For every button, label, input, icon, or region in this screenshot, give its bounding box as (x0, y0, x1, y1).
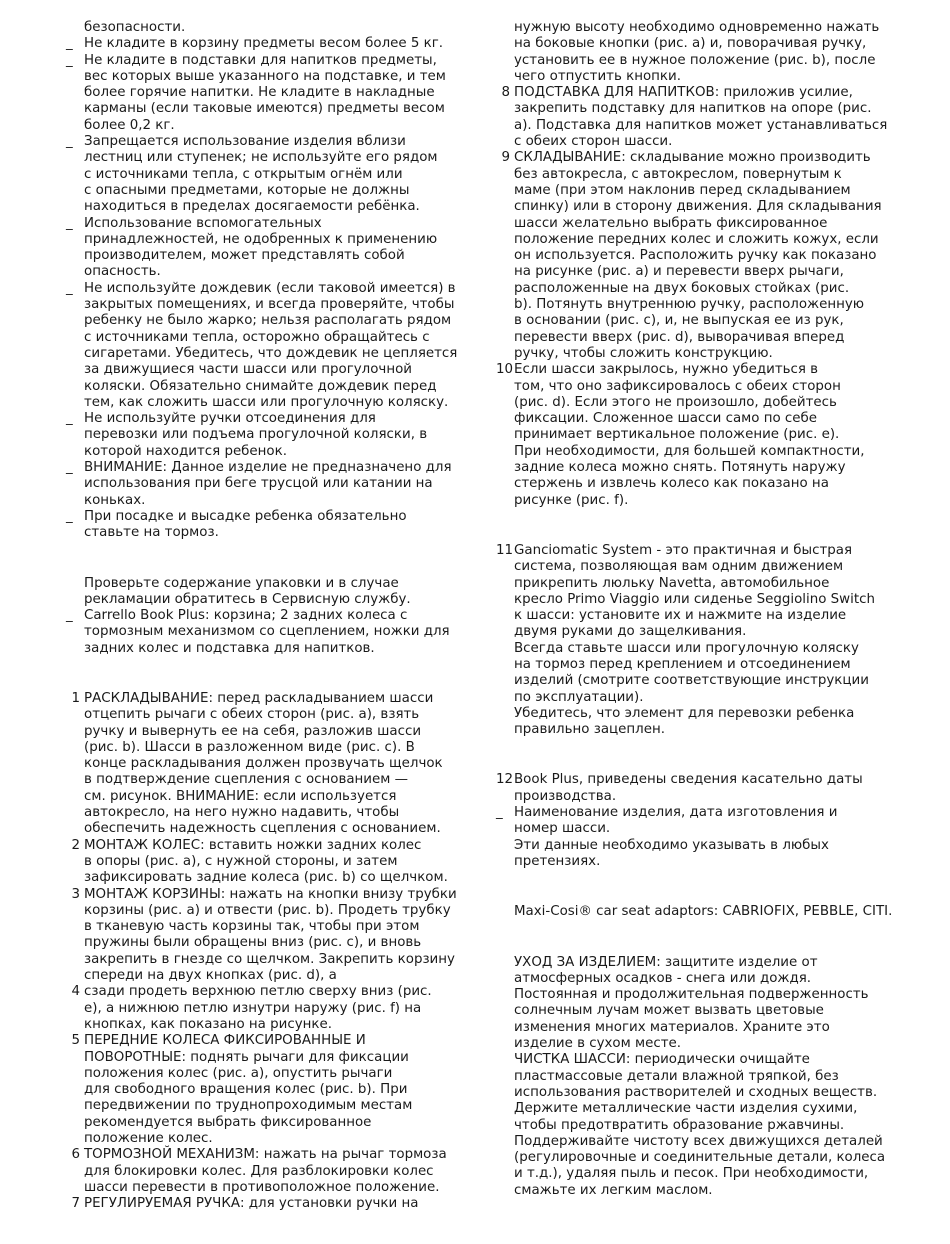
text-line: шасси перевести в противоположное положение. (84, 1179, 440, 1195)
text-line: изделий (смотрите соответствующие инструкции (514, 673, 869, 689)
text-line: Поддерживайте чистоту всех движущихся деталей (514, 1133, 883, 1149)
text-line: на боковые кнопки (рис. a) и, поворачивая ручку, (514, 36, 867, 52)
text-line: рекламации обратитесь в Сервисную службу. (84, 591, 411, 607)
item-number: 2 (71, 837, 80, 853)
text-line: производителем, может представлять собой (84, 248, 405, 264)
item-number: 3 (71, 886, 80, 902)
text-line: При необходимости, для большей компактности, (514, 443, 865, 459)
bullet-marker: _ (66, 215, 73, 231)
bullet-item (66, 216, 466, 281)
text-line: передвижении по труднопроходимым местам (84, 1098, 413, 1114)
numbered-item-7 (66, 1196, 466, 1212)
text-line: более горячие напитки. Не кладите в накладные (84, 85, 435, 101)
text-line: в основании (рис. c), и, не выпуская ее из рук, (514, 313, 844, 329)
bullet-item (66, 460, 466, 509)
text-line: без автокресла, с автокреслом, повернутым к (514, 166, 842, 182)
item-number: 11 (496, 542, 514, 558)
text-line: правильно зацеплен. (514, 722, 665, 738)
text-line: (рис. d). Если этого не произошло, добейтесь (514, 394, 837, 410)
bullet-item (496, 805, 896, 870)
text-line: Maxi-Cosi® car seat adaptors: CABRIOFIX, PEBBLE, CITI. (514, 904, 893, 920)
item-number: 10 (496, 362, 514, 378)
text-line: лестниц или ступенек; не используйте его рядом (84, 150, 438, 166)
text-line: чтобы предотвратить образование ржавчины. (514, 1117, 845, 1133)
text-line: пластмассовые детали влажной тряпкой, без (514, 1068, 839, 1084)
text-line: в опоры (рис. a), с нужной стороны, и затем (84, 853, 398, 869)
text-line: безопасности. (84, 20, 186, 35)
text-line: прикрепить люльку Navetta, автомобильное (514, 575, 830, 591)
text-line: по эксплуатации). (514, 689, 644, 705)
text-line: ПОДСТАВКА ДЛЯ НАПИТКОВ: приложив усилие, (514, 85, 853, 101)
text-line: положение передних колес и сложить кожух, если (514, 231, 879, 247)
text-line: Не используйте ручки отсоединения для (84, 411, 376, 427)
adaptors-paragraph (496, 904, 896, 920)
text-line: Использование вспомогательных (84, 215, 322, 231)
text-line: Не кладите в подставки для напитков предметы, (84, 52, 437, 68)
text-line: зафиксировать задние колеса (рис. b) со щелчком. (84, 870, 448, 886)
text-line: РЕГУЛИРУЕМАЯ РУЧКА: для установки ручки на (84, 1196, 419, 1212)
text-line: коляски. Обязательно снимайте дождевик перед (84, 378, 437, 394)
item-number: 6 (71, 1147, 80, 1163)
text-line: использования при беге трусцой или катании на (84, 476, 433, 492)
text-line: расположенные на двух боковых стойках (рис. (514, 280, 850, 296)
text-line: атмосферных осадков - снега или дождя. (514, 970, 812, 986)
right-column (496, 20, 896, 1199)
text-line: ручку, чтобы сложить конструкцию. (514, 345, 773, 361)
text-line: задние колеса можно снять. Потянуть наружу (514, 460, 846, 476)
text-line: ТОРМОЗНОЙ МЕХАНИЗМ: нажать на рычаг тормоза (84, 1147, 447, 1163)
text-line: опасность. (84, 264, 161, 280)
text-line: Всегда ставьте шасси или прогулочную коляску (514, 640, 859, 656)
text-line: за движущиеся части шасси или прогулочной (84, 362, 412, 378)
text-line: перевести вверх (рис. d), выворачивая вперед (514, 329, 845, 345)
text-line: задних колес и подставка для напитков. (84, 640, 375, 656)
text-line: в подтверждение сцепления с основанием — (84, 772, 408, 788)
text-line: коньках. (84, 492, 146, 508)
text-line: отцепить рычаги с обеих сторон (рис. a), взять (84, 707, 420, 723)
bullet-item (66, 608, 466, 657)
text-line: система, позволяющая вам одним движением (514, 559, 844, 575)
text-line: и т.д.), удаляя пыль и песок. При необходимости, (514, 1166, 869, 1182)
bullet-item (66, 281, 466, 411)
text-line: сзади продеть верхнюю петлю сверху вниз (рис. (84, 984, 432, 1000)
bullet-marker: _ (66, 460, 73, 476)
text-line: номер шасси. (514, 821, 611, 837)
text-line: Наименование изделия, дата изготовления и (514, 805, 838, 821)
text-line: УХОД ЗА ИЗДЕЛИЕМ: защитите изделие от (514, 954, 818, 970)
bullet-item (66, 411, 466, 460)
text-line: с обеих сторон шасси. (514, 134, 673, 150)
text-line: Carrello Book Plus: корзина; 2 задних колеса с (84, 608, 408, 624)
text-line: претензиях. (514, 853, 601, 869)
text-line: Ganciomatic System - это практичная и быстрая (514, 542, 853, 558)
text-line: производства. (514, 788, 617, 804)
text-line: положения колес (рис. a), опустить рычаги (84, 1065, 393, 1081)
text-line: шасси желательно выбрать фиксированное (514, 215, 828, 231)
text-line: Book Plus, приведены сведения касательно даты (514, 772, 863, 788)
text-line: закрытых помещениях, и всегда проверяйте, чтобы (84, 297, 455, 313)
text-line: a). Подставка для напитков может устанавливаться (514, 117, 888, 133)
text-line: ЧИСТКА ШАССИ: периодически очищайте (514, 1052, 810, 1068)
text-line: карманы (если таковые имеются) предметы весом (84, 101, 445, 117)
item-number: 12 (496, 772, 514, 788)
text-line: маме (при этом наклонив перед складыванием (514, 182, 851, 198)
text-line: тормозным механизмом со сцеплением, ножки для (84, 624, 450, 640)
text-line: МОНТАЖ КОЛЕС: вставить ножки задних колес (84, 837, 422, 853)
text-line: спинку) или в сторону движения. Для складывания (514, 199, 882, 215)
text-line: Постоянная и продолжительная подверженность (514, 987, 869, 1003)
text-line: смажьте их легким маслом. (514, 1182, 713, 1198)
text-line: двумя руками до защелкивания. (514, 624, 747, 640)
text-line: на тормоз перед креплением и отсоединением (514, 656, 851, 672)
numbered-item-11 (496, 543, 896, 739)
text-line: с источниками тепла, с открытым огнём или (84, 166, 403, 182)
text-line: принимает вертикальное положение (рис. e). (514, 427, 840, 443)
text-line: Не используйте дождевик (если таковой имеется) в (84, 280, 456, 296)
text-line: солнечным лучам может вызвать цветовые (514, 1003, 824, 1019)
item-number: 8 (501, 85, 510, 101)
text-line: (регулировочные и соединительные детали, колеса (514, 1150, 886, 1166)
text-line: ПОВОРОТНЫЕ: поднять рычаги для фиксации (84, 1049, 409, 1065)
text-line: которой находится ребенок. (84, 443, 287, 459)
text-line: Если шасси закрылось, нужно убедиться в (514, 362, 819, 378)
text-line: закрепить в гнезде со щелчком. Закрепить корзину (84, 951, 455, 967)
bullet-marker: _ (66, 411, 73, 427)
text-line: ставьте на тормоз. (84, 525, 219, 541)
bullet-item (66, 53, 466, 134)
bullet-marker: _ (66, 52, 73, 68)
text-line: находиться в пределах досягаемости ребёнка. (84, 199, 420, 215)
text-block (66, 20, 466, 36)
text-line: спереди на двух кнопках (рис. d), а (84, 968, 337, 984)
numbered-item-1 (66, 691, 466, 838)
text-line: сигаретами. Убедитесь, что дождевик не цепляется (84, 345, 458, 361)
text-line: на рисунке (рис. a) и перевести вверх рычаги, (514, 264, 844, 280)
text-line: с опасными предметами, которые не должны (84, 182, 410, 198)
text-line: ребенку не было жарко; нельзя располагать рядом (84, 313, 452, 329)
text-line: кресло Primo Viaggio или сиденье Seggiolino Switch (514, 591, 875, 607)
text-line: тем, как сложить шасси или прогулочную коляску. (84, 394, 449, 410)
text-line: b). Потянуть внутреннюю ручку, расположенную (514, 297, 865, 313)
numbered-item-3 (66, 887, 466, 985)
text-line: более 0,2 кг. (84, 117, 175, 133)
bullet-marker: _ (66, 508, 73, 524)
item-number: 4 (71, 984, 80, 1000)
bullet-marker: _ (496, 805, 503, 821)
text-line: При посадке и высадке ребенка обязательно (84, 508, 407, 524)
text-line: том, что оно зафиксировалось с обеих сторон (514, 378, 841, 394)
text-line: корзины (рис. a) и отвести (рис. b). Продеть трубку (84, 902, 451, 918)
text-line: в тканевую часть корзины так, чтобы при этом (84, 919, 420, 935)
text-line: Держите металлические части изделия сухими, (514, 1101, 858, 1117)
item-number: 5 (71, 1033, 80, 1049)
text-line: к шасси: установите их и нажмите на изделие (514, 608, 847, 624)
numbered-item-9 (496, 150, 896, 362)
bullet-item (66, 509, 466, 542)
text-line: перевозки или подъема прогулочной коляски, в (84, 427, 428, 443)
text-line: СКЛАДЫВАНИЕ: складывание можно производить (514, 150, 871, 166)
text-line: фиксации. Сложенное шасси само по себе (514, 411, 818, 427)
text-line: пружины были обращены вниз (рис. c), и вновь (84, 935, 422, 951)
text-line: рекомендуется выбрать фиксированное (84, 1114, 372, 1130)
text-line: чего отпустить кнопки. (514, 68, 681, 84)
text-line: МОНТАЖ КОРЗИНЫ: нажать на кнопки внизу трубки (84, 886, 457, 902)
text-line: положение колес. (84, 1131, 213, 1146)
text-line: обеспечить надежность сцепления с основанием. (84, 821, 441, 837)
bullet-marker: _ (66, 608, 73, 624)
text-line: установить ее в нужное положение (рис. b), после (514, 52, 876, 68)
text-line: ВНИМАНИЕ: Данное изделие не предназначено для (84, 460, 452, 476)
numbered-item-2 (66, 838, 466, 887)
text-line: Проверьте содержание упаковки и в случае (84, 575, 399, 591)
numbered-item-5 (66, 1033, 466, 1147)
left-column (66, 20, 466, 1212)
text-line: автокресло, на него нужно надавить, чтобы (84, 805, 400, 821)
bullet-item (66, 134, 466, 215)
text-line: Не кладите в корзину предметы весом более 5 кг. (84, 36, 444, 52)
text-line: для блокировки колес. Для разблокировки колес (84, 1163, 434, 1179)
text-line: кнопках, как показано на рисунке. (84, 1016, 332, 1032)
text-line: вес которых выше указанного на подставке, и тем (84, 68, 446, 84)
text-line: для свободного вращения колес (рис. b). При (84, 1082, 408, 1098)
text-line: рисунке (рис. f). (514, 492, 629, 508)
numbered-item-10 (496, 362, 896, 509)
text-line: нужную высоту необходимо одновременно нажать (514, 20, 880, 35)
text-line: РАСКЛАДЫВАНИЕ: перед раскладыванием шасси (84, 690, 434, 706)
numbered-item-8 (496, 85, 896, 150)
item-number: 1 (71, 690, 80, 706)
text-line: принадлежностей, не одобренных к применению (84, 231, 438, 247)
text-line: конце раскладывания должен прозвучать щелчок (84, 756, 443, 772)
text-line: он используется. Расположить ручку как показано (514, 248, 877, 264)
bullet-marker: _ (66, 134, 73, 150)
text-line: см. рисунок. ВНИМАНИЕ: если используется (84, 788, 397, 804)
numbered-item-4 (66, 984, 466, 1033)
text-line: с источниками тепла, осторожно обращайтесь с (84, 329, 430, 345)
bullet-item (66, 36, 466, 52)
text-line: стержень и извлечь колесо как показано на (514, 476, 829, 492)
text-line: ручку и вывернуть ее на себя, разложив шасси (84, 723, 422, 739)
text-line: Запрещается использование изделия вблизи (84, 134, 406, 150)
text-line: (рис. b). Шасси в разложенном виде (рис. c). В (84, 739, 415, 755)
numbered-item-12 (496, 772, 896, 805)
text-line: изменения многих материалов. Храните это (514, 1019, 830, 1035)
text-line: Эти данные необходимо указывать в любых (514, 837, 829, 853)
numbered-item-6 (66, 1147, 466, 1196)
text-line: использования растворителей и сходных веществ. (514, 1084, 878, 1100)
text-line: закрепить подставку для напитков на опоре (рис. (514, 101, 872, 117)
text-block (496, 20, 896, 85)
bullet-marker: _ (66, 36, 73, 52)
text-line: Убедитесь, что элемент для перевозки ребенка (514, 705, 855, 721)
care-paragraph (496, 955, 896, 1199)
item-number: 7 (71, 1196, 80, 1212)
package-check-paragraph (66, 576, 466, 609)
text-line: ПЕРЕДНИЕ КОЛЕСА ФИКСИРОВАННЫЕ И (84, 1033, 366, 1049)
bullet-marker: _ (66, 280, 73, 296)
item-number: 9 (501, 150, 510, 166)
text-line: e), а нижнюю петлю изнутри наружу (рис. f) на (84, 1000, 422, 1016)
text-line: изделие в сухом месте. (514, 1036, 681, 1052)
